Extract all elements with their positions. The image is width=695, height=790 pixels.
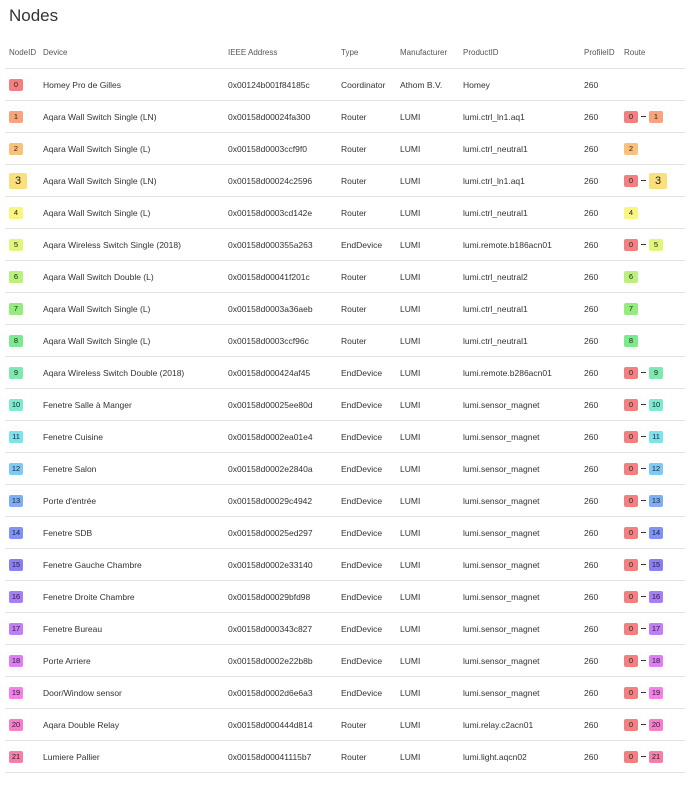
cell-nodeid	[5, 69, 39, 101]
node-id-badge: 0	[624, 367, 638, 379]
cell-ieee-address: 0x00158d00025ee80d	[224, 389, 337, 421]
cell-type: EndDevice	[337, 613, 396, 645]
node-id-badge: 0	[624, 687, 638, 699]
route-link	[641, 692, 646, 693]
cell-profileid: 260	[580, 613, 620, 645]
cell-device: Fenetre Gauche Chambre	[39, 549, 224, 581]
cell-type: Router	[337, 197, 396, 229]
route-link	[641, 436, 646, 437]
cell-type: Router	[337, 261, 396, 293]
cell-route	[620, 165, 685, 197]
cell-type: Router	[337, 741, 396, 773]
route-link	[641, 532, 646, 533]
cell-device: Fenetre Salle à Manger	[39, 389, 224, 421]
cell-device: Homey Pro de Gilles	[39, 69, 224, 101]
cell-device: Lumiere Pallier	[39, 741, 224, 773]
route-link	[641, 500, 646, 501]
node-id-badge: 5	[9, 239, 23, 251]
node-id-badge: 4	[624, 207, 638, 219]
table-row[interactable]	[5, 453, 685, 485]
cell-type: EndDevice	[337, 389, 396, 421]
cell-route	[620, 549, 685, 581]
column-header-nodeid[interactable]: NodeID	[9, 47, 37, 57]
node-id-badge: 2	[9, 143, 23, 155]
cell-device: Aqara Wall Switch Single (L)	[39, 325, 224, 357]
column-header-ieee-address[interactable]: IEEE Address	[228, 47, 278, 57]
node-id-badge: 13	[9, 495, 23, 507]
cell-productid: lumi.ctrl_neutral1	[459, 133, 580, 165]
cell-route	[620, 101, 685, 133]
node-id-badge: 1	[9, 111, 23, 123]
route-link	[641, 244, 646, 245]
node-id-badge: 0	[624, 431, 638, 443]
cell-productid: lumi.sensor_magnet	[459, 613, 580, 645]
node-id-badge: 0	[624, 751, 638, 763]
node-id-badge: 13	[649, 495, 663, 507]
cell-manufacturer: LUMI	[396, 581, 459, 613]
node-id-badge: 9	[9, 367, 23, 379]
table-row[interactable]	[5, 485, 685, 517]
table-row[interactable]	[5, 549, 685, 581]
cell-type: Router	[337, 709, 396, 741]
cell-type: EndDevice	[337, 645, 396, 677]
node-id-badge: 0	[624, 399, 638, 411]
cell-ieee-address: 0x00158d000343c827	[224, 613, 337, 645]
cell-ieee-address: 0x00158d0002e33140	[224, 549, 337, 581]
node-id-badge: 9	[649, 367, 663, 379]
table-row[interactable]	[5, 613, 685, 645]
cell-profileid: 260	[580, 517, 620, 549]
cell-nodeid	[5, 741, 39, 773]
cell-manufacturer: LUMI	[396, 133, 459, 165]
cell-manufacturer: LUMI	[396, 165, 459, 197]
node-id-badge: 0	[624, 559, 638, 571]
column-header-type[interactable]: Type	[341, 47, 359, 57]
node-id-badge: 0	[624, 623, 638, 635]
cell-nodeid	[5, 645, 39, 677]
cell-profileid: 260	[580, 453, 620, 485]
table-row[interactable]	[5, 709, 685, 741]
cell-device: Aqara Wall Switch Single (L)	[39, 197, 224, 229]
node-id-badge: 19	[649, 687, 663, 699]
cell-productid: lumi.ctrl_neutral1	[459, 197, 580, 229]
route-link	[641, 628, 646, 629]
cell-route	[620, 517, 685, 549]
node-id-badge: 0	[624, 495, 638, 507]
cell-manufacturer: LUMI	[396, 325, 459, 357]
cell-manufacturer: LUMI	[396, 549, 459, 581]
cell-type: EndDevice	[337, 485, 396, 517]
route-link	[641, 756, 646, 757]
cell-nodeid	[5, 453, 39, 485]
cell-productid: lumi.sensor_magnet	[459, 581, 580, 613]
node-id-badge: 5	[649, 239, 663, 251]
cell-profileid: 260	[580, 261, 620, 293]
column-header-profileid[interactable]: ProfileID	[584, 47, 615, 57]
cell-productid: lumi.ctrl_ln1.aq1	[459, 101, 580, 133]
cell-productid: lumi.ctrl_neutral2	[459, 261, 580, 293]
node-id-badge: 15	[9, 559, 23, 571]
route-link	[641, 564, 646, 565]
cell-productid: lumi.sensor_magnet	[459, 549, 580, 581]
cell-nodeid	[5, 101, 39, 133]
cell-manufacturer: LUMI	[396, 229, 459, 261]
cell-manufacturer: LUMI	[396, 485, 459, 517]
cell-ieee-address: 0x00158d00025ed297	[224, 517, 337, 549]
cell-nodeid	[5, 549, 39, 581]
cell-route	[620, 741, 685, 773]
cell-productid: lumi.sensor_magnet	[459, 517, 580, 549]
node-id-badge: 17	[9, 623, 23, 635]
cell-manufacturer: LUMI	[396, 677, 459, 709]
node-id-badge: 0	[624, 175, 638, 187]
cell-productid: lumi.sensor_magnet	[459, 677, 580, 709]
cell-device: Fenetre Droite Chambre	[39, 581, 224, 613]
cell-device: Aqara Wall Switch Single (L)	[39, 133, 224, 165]
node-id-badge: 1	[649, 111, 663, 123]
cell-nodeid	[5, 357, 39, 389]
table-row[interactable]	[5, 357, 685, 389]
node-id-badge: 0	[9, 79, 23, 91]
cell-device: Fenetre Salon	[39, 453, 224, 485]
node-id-badge: 6	[624, 271, 638, 283]
cell-ieee-address: 0x00158d000424af45	[224, 357, 337, 389]
route-link	[641, 596, 646, 597]
cell-route	[620, 581, 685, 613]
cell-route	[620, 645, 685, 677]
cell-route	[620, 325, 685, 357]
cell-device: Aqara Wireless Switch Single (2018)	[39, 229, 224, 261]
node-id-badge: 0	[624, 591, 638, 603]
cell-ieee-address: 0x00124b001f84185c	[224, 69, 337, 101]
column-header-device[interactable]: Device	[43, 47, 68, 57]
cell-productid: lumi.sensor_magnet	[459, 645, 580, 677]
table-row[interactable]	[5, 421, 685, 453]
cell-profileid: 260	[580, 69, 620, 101]
cell-productid: lumi.ctrl_neutral1	[459, 325, 580, 357]
table-row[interactable]	[5, 293, 685, 325]
node-id-badge: 3	[649, 173, 667, 189]
cell-route	[620, 197, 685, 229]
cell-ieee-address: 0x00158d00041115b7	[224, 741, 337, 773]
node-id-badge: 4	[9, 207, 23, 219]
cell-route	[620, 229, 685, 261]
cell-profileid: 260	[580, 581, 620, 613]
node-id-badge: 19	[9, 687, 23, 699]
node-id-badge: 0	[624, 239, 638, 251]
table-row[interactable]	[5, 581, 685, 613]
node-id-badge: 18	[9, 655, 23, 667]
route-link	[641, 372, 646, 373]
table-row[interactable]	[5, 677, 685, 709]
cell-type: Router	[337, 325, 396, 357]
table-row[interactable]	[5, 325, 685, 357]
cell-ieee-address: 0x00158d0003cd142e	[224, 197, 337, 229]
cell-type: EndDevice	[337, 517, 396, 549]
node-id-badge: 0	[624, 655, 638, 667]
node-id-badge: 0	[624, 463, 638, 475]
cell-device: Aqara Double Relay	[39, 709, 224, 741]
cell-manufacturer: LUMI	[396, 421, 459, 453]
cell-route	[620, 453, 685, 485]
cell-profileid: 260	[580, 101, 620, 133]
route-link	[641, 180, 646, 181]
node-id-badge: 0	[624, 719, 638, 731]
cell-manufacturer: LUMI	[396, 389, 459, 421]
node-id-badge: 3	[9, 173, 27, 189]
cell-device: Porte d'entrée	[39, 485, 224, 517]
cell-profileid: 260	[580, 677, 620, 709]
cell-device: Porte Arriere	[39, 645, 224, 677]
node-id-badge: 7	[9, 303, 23, 315]
page-title: Nodes	[9, 6, 59, 25]
table-row[interactable]	[5, 101, 685, 133]
node-id-badge: 20	[649, 719, 663, 731]
cell-manufacturer: LUMI	[396, 709, 459, 741]
node-id-badge: 10	[649, 399, 663, 411]
cell-device: Fenetre Bureau	[39, 613, 224, 645]
node-id-badge: 2	[624, 143, 638, 155]
cell-type: Coordinator	[337, 69, 396, 101]
cell-nodeid	[5, 677, 39, 709]
table-row[interactable]	[5, 197, 685, 229]
cell-route	[620, 293, 685, 325]
node-id-badge: 14	[649, 527, 663, 539]
table-row[interactable]	[5, 229, 685, 261]
cell-type: EndDevice	[337, 453, 396, 485]
route-link	[641, 404, 646, 405]
node-id-badge: 12	[649, 463, 663, 475]
cell-route	[620, 421, 685, 453]
cell-device: Fenetre Cuisine	[39, 421, 224, 453]
cell-productid: lumi.sensor_magnet	[459, 389, 580, 421]
cell-manufacturer: LUMI	[396, 741, 459, 773]
cell-device: Door/Window sensor	[39, 677, 224, 709]
cell-profileid: 260	[580, 485, 620, 517]
cell-productid: lumi.light.aqcn02	[459, 741, 580, 773]
cell-nodeid	[5, 229, 39, 261]
cell-ieee-address: 0x00158d00029c4942	[224, 485, 337, 517]
cell-nodeid	[5, 325, 39, 357]
table-row[interactable]	[5, 389, 685, 421]
cell-type: Router	[337, 165, 396, 197]
cell-type: EndDevice	[337, 581, 396, 613]
node-id-badge: 21	[649, 751, 663, 763]
cell-manufacturer: LUMI	[396, 293, 459, 325]
node-id-badge: 7	[624, 303, 638, 315]
cell-ieee-address: 0x00158d00041f201c	[224, 261, 337, 293]
cell-type: EndDevice	[337, 357, 396, 389]
cell-productid: lumi.ctrl_neutral1	[459, 293, 580, 325]
table-row[interactable]	[5, 133, 685, 165]
cell-productid: lumi.ctrl_ln1.aq1	[459, 165, 580, 197]
node-id-badge: 0	[624, 527, 638, 539]
cell-manufacturer: LUMI	[396, 357, 459, 389]
cell-ieee-address: 0x00158d00024c2596	[224, 165, 337, 197]
cell-device: Aqara Wall Switch Double (L)	[39, 261, 224, 293]
cell-manufacturer: LUMI	[396, 101, 459, 133]
cell-manufacturer: LUMI	[396, 645, 459, 677]
cell-profileid: 260	[580, 709, 620, 741]
cell-manufacturer: LUMI	[396, 197, 459, 229]
table-row[interactable]	[5, 165, 685, 197]
cell-profileid: 260	[580, 389, 620, 421]
cell-ieee-address: 0x00158d0003ccf9f0	[224, 133, 337, 165]
cell-profileid: 260	[580, 645, 620, 677]
cell-productid: lumi.remote.b286acn01	[459, 357, 580, 389]
cell-route	[620, 357, 685, 389]
node-id-badge: 18	[649, 655, 663, 667]
cell-profileid: 260	[580, 293, 620, 325]
cell-manufacturer: LUMI	[396, 261, 459, 293]
node-id-badge: 11	[9, 431, 23, 443]
cell-productid: lumi.sensor_magnet	[459, 421, 580, 453]
node-id-badge: 6	[9, 271, 23, 283]
cell-nodeid	[5, 133, 39, 165]
cell-type: Router	[337, 101, 396, 133]
node-id-badge: 12	[9, 463, 23, 475]
cell-manufacturer: LUMI	[396, 453, 459, 485]
cell-productid: lumi.sensor_magnet	[459, 453, 580, 485]
cell-ieee-address: 0x00158d0003a36aeb	[224, 293, 337, 325]
cell-manufacturer: Athom B.V.	[396, 69, 459, 101]
node-id-badge: 15	[649, 559, 663, 571]
node-id-badge: 11	[649, 431, 663, 443]
cell-nodeid	[5, 485, 39, 517]
cell-manufacturer: LUMI	[396, 517, 459, 549]
cell-route	[620, 133, 685, 165]
cell-device: Aqara Wall Switch Single (LN)	[39, 165, 224, 197]
node-id-badge: 20	[9, 719, 23, 731]
route-link	[641, 660, 646, 661]
cell-profileid: 260	[580, 165, 620, 197]
cell-device: Aqara Wall Switch Single (LN)	[39, 101, 224, 133]
cell-profileid: 260	[580, 357, 620, 389]
cell-productid: lumi.remote.b186acn01	[459, 229, 580, 261]
cell-profileid: 260	[580, 741, 620, 773]
route-link	[641, 116, 646, 117]
cell-ieee-address: 0x00158d0002ea01e4	[224, 421, 337, 453]
cell-ieee-address: 0x00158d00029bfd98	[224, 581, 337, 613]
cell-nodeid	[5, 293, 39, 325]
cell-productid: lumi.relay.c2acn01	[459, 709, 580, 741]
cell-type: Router	[337, 293, 396, 325]
cell-profileid: 260	[580, 229, 620, 261]
cell-profileid: 260	[580, 325, 620, 357]
cell-nodeid	[5, 421, 39, 453]
cell-ieee-address: 0x00158d000444d814	[224, 709, 337, 741]
cell-profileid: 260	[580, 197, 620, 229]
cell-nodeid	[5, 197, 39, 229]
cell-ieee-address: 0x00158d000355a263	[224, 229, 337, 261]
cell-route	[620, 485, 685, 517]
cell-type: EndDevice	[337, 677, 396, 709]
cell-nodeid	[5, 581, 39, 613]
table-row[interactable]	[5, 517, 685, 549]
cell-ieee-address: 0x00158d0002e2840a	[224, 453, 337, 485]
cell-ieee-address: 0x00158d0002e22b8b	[224, 645, 337, 677]
node-id-badge: 17	[649, 623, 663, 635]
node-id-badge: 21	[9, 751, 23, 763]
cell-profileid: 260	[580, 549, 620, 581]
table-row[interactable]	[5, 741, 685, 773]
cell-productid: Homey	[459, 69, 580, 101]
cell-type: EndDevice	[337, 549, 396, 581]
node-id-badge: 8	[624, 335, 638, 347]
cell-device: Aqara Wireless Switch Double (2018)	[39, 357, 224, 389]
cell-ieee-address: 0x00158d0002d6e6a3	[224, 677, 337, 709]
cell-ieee-address: 0x00158d00024fa300	[224, 101, 337, 133]
column-header-productid[interactable]: ProductID	[463, 47, 499, 57]
cell-nodeid	[5, 517, 39, 549]
cell-nodeid	[5, 261, 39, 293]
node-id-badge: 8	[9, 335, 23, 347]
cell-route	[620, 709, 685, 741]
cell-nodeid	[5, 709, 39, 741]
route-link	[641, 724, 646, 725]
cell-profileid: 260	[580, 133, 620, 165]
column-header-route[interactable]: Route	[624, 47, 646, 57]
table-row[interactable]	[5, 69, 685, 101]
node-id-badge: 16	[9, 591, 23, 603]
cell-nodeid	[5, 613, 39, 645]
node-id-badge: 0	[624, 111, 638, 123]
cell-nodeid	[5, 389, 39, 421]
node-id-badge: 16	[649, 591, 663, 603]
cell-device: Aqara Wall Switch Single (L)	[39, 293, 224, 325]
cell-device: Fenetre SDB	[39, 517, 224, 549]
node-id-badge: 10	[9, 399, 23, 411]
table-header-row	[5, 36, 685, 69]
table-row[interactable]	[5, 645, 685, 677]
cell-ieee-address: 0x00158d0003ccf96c	[224, 325, 337, 357]
cell-route	[620, 69, 685, 101]
route-link	[641, 468, 646, 469]
cell-route	[620, 389, 685, 421]
cell-route	[620, 261, 685, 293]
nodes-table	[5, 36, 685, 773]
table-row[interactable]	[5, 261, 685, 293]
column-header-manufacturer[interactable]: Manufacturer	[400, 47, 448, 57]
cell-nodeid	[5, 165, 39, 197]
cell-route	[620, 677, 685, 709]
cell-type: EndDevice	[337, 421, 396, 453]
node-id-badge: 14	[9, 527, 23, 539]
cell-route	[620, 613, 685, 645]
cell-manufacturer: LUMI	[396, 613, 459, 645]
cell-productid: lumi.sensor_magnet	[459, 485, 580, 517]
cell-type: EndDevice	[337, 229, 396, 261]
cell-profileid: 260	[580, 421, 620, 453]
cell-type: Router	[337, 133, 396, 165]
